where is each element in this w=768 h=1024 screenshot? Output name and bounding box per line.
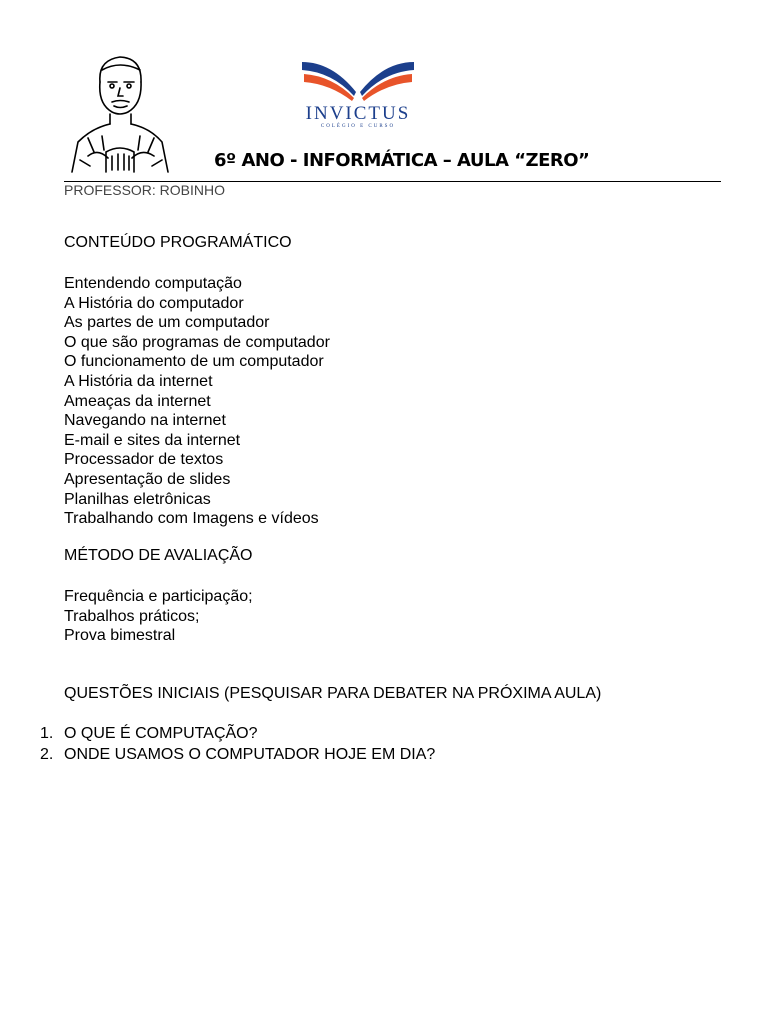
question-item xyxy=(40,744,435,765)
list-item: A História do computador xyxy=(64,294,244,312)
list-item: Trabalhando com Imagens e vídeos xyxy=(64,510,319,528)
list-item: Trabalhos práticos; xyxy=(64,607,200,625)
question-text: O QUE É COMPUTAÇÃO? xyxy=(64,725,258,742)
evaluation-list xyxy=(64,587,253,646)
list-item: Apresentação de slides xyxy=(64,470,231,488)
evaluation-heading: MÉTODO DE AVALIAÇÃO xyxy=(64,547,253,564)
logo-subtitle: COLÉGIO E CURSO xyxy=(320,124,396,129)
questions-heading: QUESTÕES INICIAIS (PESQUISAR PARA DEBATER NA PRÓXIMA AULA) xyxy=(64,685,602,702)
list-item: O que são programas de computador xyxy=(64,333,330,351)
list-item: Navegando na internet xyxy=(64,412,226,430)
question-item xyxy=(40,723,435,744)
question-number: 2. xyxy=(40,746,54,763)
list-item: Prova bimestral xyxy=(64,627,176,645)
professor-portrait xyxy=(68,52,172,174)
list-item: Entendendo computação xyxy=(64,275,242,292)
content-list xyxy=(64,274,330,529)
list-item: Planilhas eletrônicas xyxy=(64,490,211,508)
document-title: 6º ANO - INFORMÁTICA – AULA “ZERO” xyxy=(214,150,590,171)
questions-list xyxy=(40,723,435,765)
list-item: As partes de um computador xyxy=(64,314,270,332)
list-item: Ameaças da internet xyxy=(64,392,211,410)
question-text: ONDE USAMOS O COMPUTADOR HOJE EM DIA? xyxy=(64,746,436,763)
list-item: E-mail e sites da internet xyxy=(64,431,241,449)
list-item: Processador de textos xyxy=(64,451,224,469)
logo-name: INVICTUS xyxy=(305,103,411,124)
list-item: A História da internet xyxy=(64,372,213,390)
question-number: 1. xyxy=(40,725,54,742)
list-item: Frequência e participação; xyxy=(64,588,253,605)
list-item: O funcionamento de um computador xyxy=(64,353,324,371)
content-heading: CONTEÚDO PROGRAMÁTICO xyxy=(64,234,292,251)
professor-name: PROFESSOR: ROBINHO xyxy=(64,182,226,198)
